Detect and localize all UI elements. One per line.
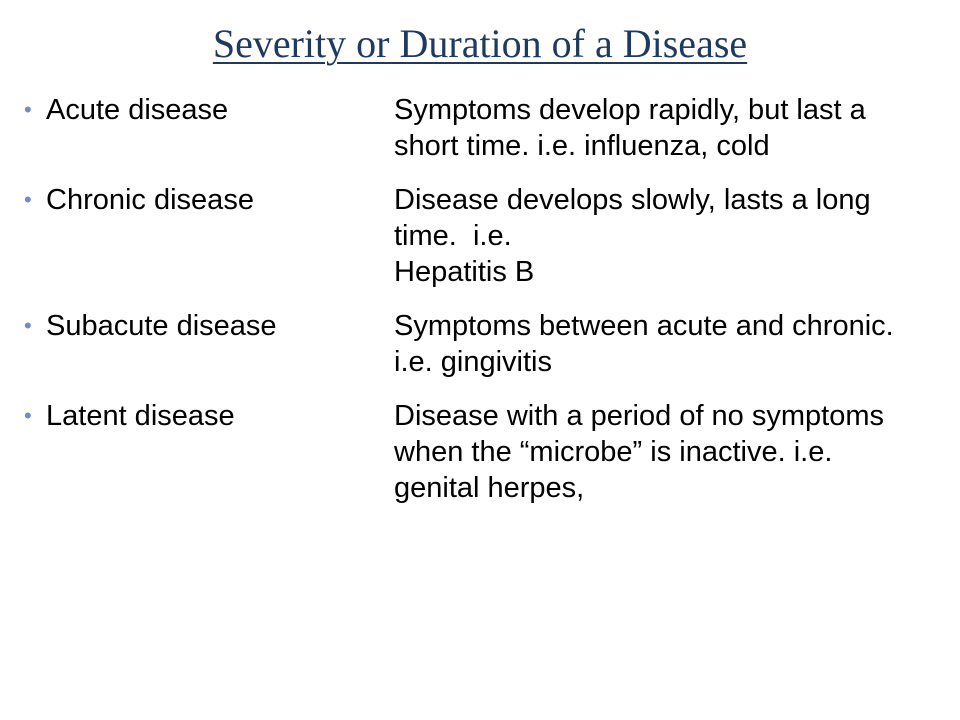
disease-term: Chronic disease (46, 184, 254, 216)
disease-list (0, 92, 960, 524)
bullet-icon: • (24, 97, 32, 122)
list-item (0, 92, 960, 164)
disease-term: Subacute disease (46, 310, 277, 342)
description-line: Disease develops slowly, lasts a long time. i.e. (394, 184, 871, 252)
bullet-icon: • (24, 187, 32, 212)
bullet-icon: • (24, 403, 32, 428)
disease-description: Symptoms develop rapidly, but last a short time. i.e. influenza, cold (394, 94, 866, 162)
bullet-icon: • (24, 313, 32, 338)
disease-description: Disease with a period of no symptoms when the “microbe” is inactive. i.e. genital herpes, (394, 400, 884, 504)
disease-term: Latent disease (46, 400, 235, 432)
slide-title: Severity or Duration of a Disease (212, 21, 748, 66)
disease-description (394, 182, 914, 290)
list-item (0, 398, 960, 506)
disease-term: Acute disease (46, 94, 229, 126)
description-line: Hepatitis B (394, 256, 535, 288)
list-item (0, 182, 960, 290)
disease-description: Symptoms between acute and chronic. i.e. gingivitis (394, 310, 894, 378)
list-item (0, 308, 960, 380)
